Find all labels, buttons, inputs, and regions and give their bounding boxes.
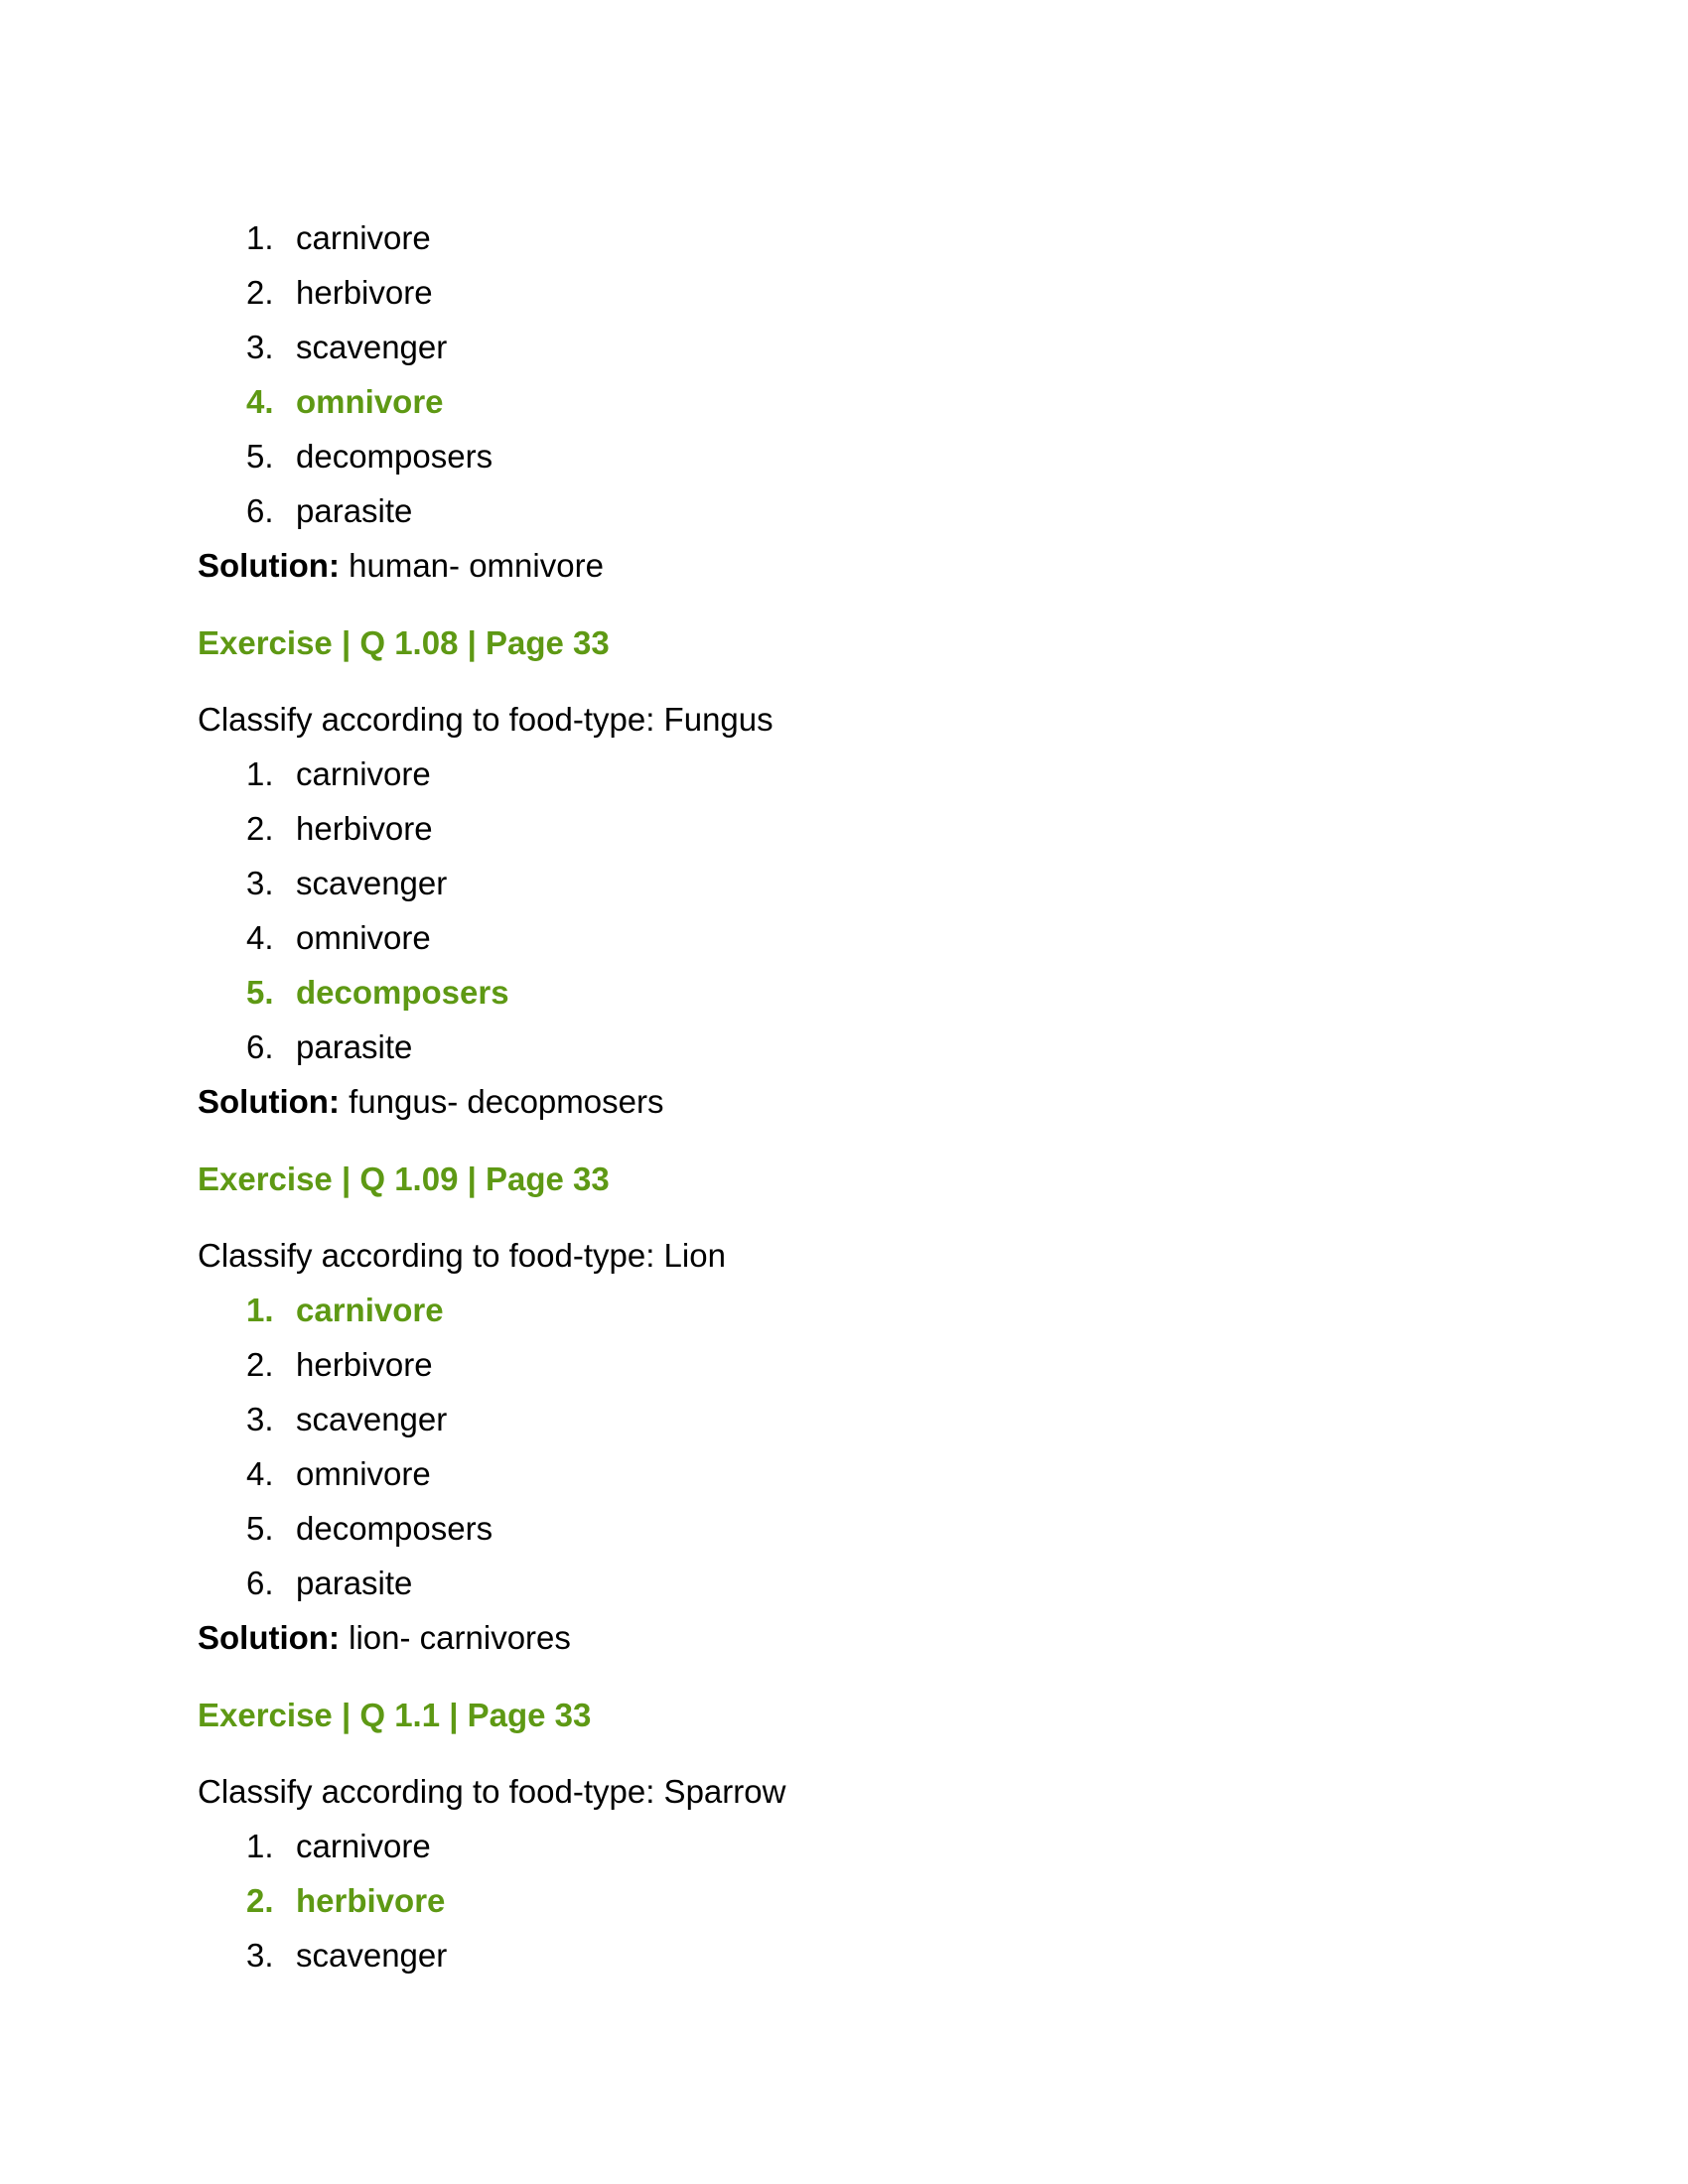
option-number: 6. — [246, 1028, 274, 1065]
option-text: carnivore — [296, 1828, 431, 1864]
document-page — [198, 210, 1488, 1982]
option-item — [198, 1020, 1488, 1074]
option-text: parasite — [296, 1565, 413, 1601]
option-number: 3. — [246, 329, 274, 365]
option-item — [198, 320, 1488, 374]
option-item — [198, 1928, 1488, 1982]
options-list — [198, 747, 1488, 1074]
option-item-correct — [198, 965, 1488, 1020]
option-text: carnivore — [296, 755, 431, 792]
option-item — [198, 1819, 1488, 1873]
question-text: Classify according to food-type: Lion — [198, 1237, 726, 1274]
option-text: scavenger — [296, 1937, 448, 1974]
solution-label: Solution: — [198, 1619, 340, 1656]
option-text: decomposers — [296, 974, 509, 1011]
option-text: herbivore — [296, 1346, 433, 1383]
option-number: 5. — [246, 1510, 274, 1547]
option-item — [198, 801, 1488, 856]
question-block — [198, 615, 1488, 1129]
option-number: 4. — [246, 383, 274, 420]
option-text: carnivore — [296, 219, 431, 256]
exercise-heading: Exercise | Q 1.09 | Page 33 — [198, 1160, 610, 1197]
option-text: omnivore — [296, 919, 431, 956]
option-number: 6. — [246, 1565, 274, 1601]
option-text: carnivore — [296, 1292, 444, 1328]
option-text: parasite — [296, 1028, 413, 1065]
option-text: omnivore — [296, 383, 444, 420]
option-number: 1. — [246, 755, 274, 792]
option-number: 5. — [246, 438, 274, 475]
option-item — [198, 483, 1488, 538]
option-item — [198, 856, 1488, 910]
option-item-correct — [198, 1873, 1488, 1928]
option-number: 2. — [246, 274, 274, 311]
option-item — [198, 747, 1488, 801]
option-number: 5. — [246, 974, 274, 1011]
exercise-heading: Exercise | Q 1.1 | Page 33 — [198, 1697, 592, 1733]
option-item — [198, 429, 1488, 483]
question-block — [198, 1152, 1488, 1665]
option-item — [198, 1501, 1488, 1556]
option-number: 3. — [246, 1401, 274, 1437]
solution-text: fungus- decopmosers — [339, 1083, 664, 1120]
question-block — [198, 1688, 1488, 1982]
option-text: herbivore — [296, 810, 433, 847]
option-item-correct — [198, 374, 1488, 429]
option-item-correct — [198, 1283, 1488, 1337]
option-item — [198, 1556, 1488, 1610]
option-number: 1. — [246, 1292, 274, 1328]
option-item — [198, 1392, 1488, 1446]
solution-text: human- omnivore — [339, 547, 604, 584]
option-text: omnivore — [296, 1455, 431, 1492]
options-list — [198, 1283, 1488, 1610]
option-text: parasite — [296, 492, 413, 529]
option-number: 2. — [246, 1882, 274, 1919]
options-list — [198, 1819, 1488, 1982]
option-item — [198, 265, 1488, 320]
option-text: herbivore — [296, 1882, 446, 1919]
option-item — [198, 1337, 1488, 1392]
question-block — [198, 210, 1488, 593]
options-list — [198, 210, 1488, 538]
option-number: 2. — [246, 810, 274, 847]
question-text: Classify according to food-type: Fungus — [198, 701, 774, 738]
solution-line — [198, 1074, 1488, 1129]
option-number: 6. — [246, 492, 274, 529]
option-number: 3. — [246, 865, 274, 901]
option-text: herbivore — [296, 274, 433, 311]
option-number: 4. — [246, 1455, 274, 1492]
option-number: 3. — [246, 1937, 274, 1974]
option-item — [198, 210, 1488, 265]
option-text: scavenger — [296, 865, 448, 901]
solution-line — [198, 1610, 1488, 1665]
question-text: Classify according to food-type: Sparrow — [198, 1773, 786, 1810]
solution-label: Solution: — [198, 547, 340, 584]
option-item — [198, 910, 1488, 965]
option-text: scavenger — [296, 329, 448, 365]
option-number: 1. — [246, 1828, 274, 1864]
option-item — [198, 1446, 1488, 1501]
solution-line — [198, 538, 1488, 593]
solution-text: lion- carnivores — [339, 1619, 571, 1656]
option-text: decomposers — [296, 438, 493, 475]
solution-label: Solution: — [198, 1083, 340, 1120]
option-number: 1. — [246, 219, 274, 256]
option-number: 4. — [246, 919, 274, 956]
exercise-heading: Exercise | Q 1.08 | Page 33 — [198, 624, 610, 661]
option-text: decomposers — [296, 1510, 493, 1547]
option-number: 2. — [246, 1346, 274, 1383]
option-text: scavenger — [296, 1401, 448, 1437]
